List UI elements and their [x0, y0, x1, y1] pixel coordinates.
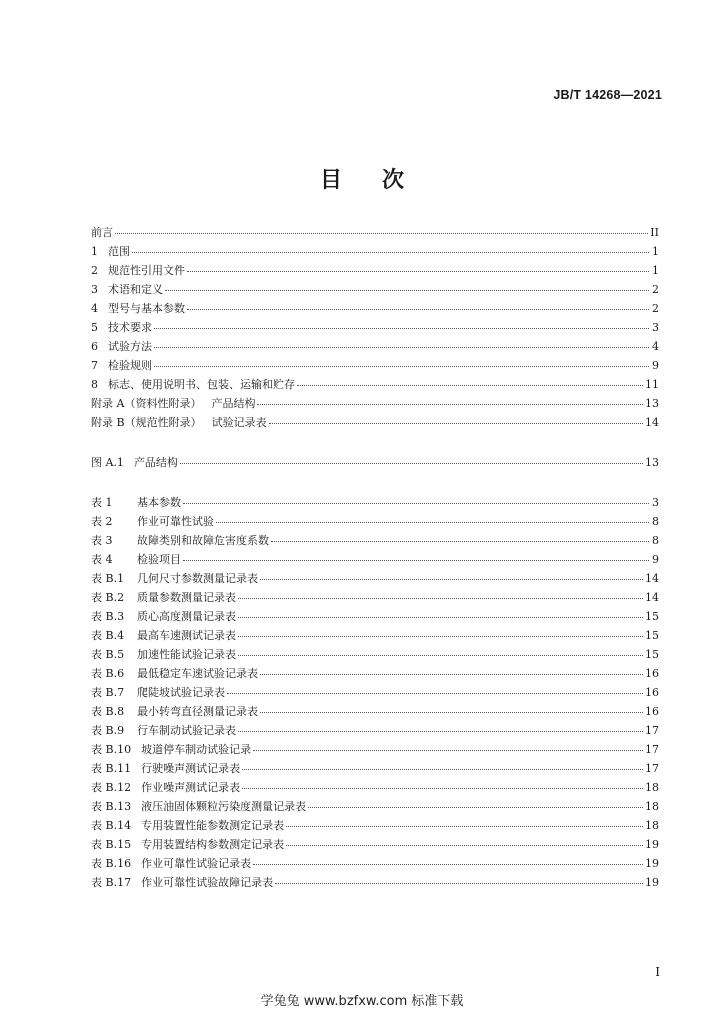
- toc-entry-page: 4: [652, 340, 659, 353]
- dot-leader: [183, 490, 649, 504]
- toc-entry-page: 14: [645, 572, 659, 585]
- toc-entry-title: 检验规则: [108, 359, 152, 372]
- toc-entry-title: 作业可靠性试验: [137, 515, 214, 528]
- toc-entry-number: 6: [91, 340, 98, 353]
- toc-entry-page: 16: [645, 705, 659, 718]
- toc-entry-label-group: [91, 759, 240, 778]
- toc-entry-number: 表 B.2: [91, 591, 125, 604]
- toc-entry-page: 2: [652, 283, 659, 296]
- dot-leader: [216, 509, 649, 523]
- toc-entry-title: 最高车速测试记录表: [137, 629, 236, 642]
- dot-leader: [187, 258, 649, 272]
- dot-leader: [132, 239, 649, 253]
- toc-entry-number: 表 B.16: [91, 857, 132, 870]
- watermark-text: 学兔兔 www.bzfxw.com 标准下载: [260, 994, 464, 1009]
- toc-entry-page: 16: [645, 667, 659, 680]
- toc-entry-label-group: [91, 223, 113, 242]
- title-char-1: 目: [319, 168, 342, 193]
- toc-entry-number: 表 B.12: [91, 781, 132, 794]
- toc-entry-number: 图 A.1: [91, 456, 124, 469]
- toc-entry-title: 行驶噪声测试记录表: [141, 762, 241, 775]
- toc-entry-page: 8: [652, 534, 659, 547]
- toc-entry-title: 标志、使用说明书、包装、运输和贮存: [108, 378, 295, 391]
- toc-entry-number: 表 B.13: [91, 800, 132, 813]
- standard-code: JB/T 14268—2021: [553, 88, 662, 102]
- dot-leader: [297, 372, 643, 386]
- toc-entry-label-group: [91, 512, 214, 531]
- toc-entry-page: 9: [652, 359, 659, 372]
- toc-entry-label-group: [91, 702, 258, 721]
- toc-entry-title: 试验记录表: [211, 416, 267, 429]
- toc-entry-title: 作业可靠性试验故障记录表: [141, 876, 274, 889]
- toc-entry-title: 作业可靠性试验记录表: [141, 857, 252, 870]
- toc-entry-label-group: [91, 493, 181, 512]
- toc-entry-number: 表 2: [91, 515, 113, 528]
- toc-entry-number: 表 B.5: [91, 648, 125, 661]
- toc-entry-label-group: [91, 337, 152, 356]
- toc-entry-title: 故障类别和故障危害度系数: [137, 534, 269, 547]
- toc-entry-label-group: [91, 413, 267, 432]
- toc-entry-label-group: [91, 740, 251, 759]
- toc-entry-title: 质量参数测量记录表: [137, 591, 236, 604]
- page-title: [0, 163, 724, 194]
- toc-entry-label-group: [91, 453, 178, 472]
- toc-entry[interactable]: [91, 452, 659, 471]
- toc-entry-number: 4: [91, 302, 98, 315]
- toc-entry-title: 爬陡坡试验记录表: [137, 686, 225, 699]
- toc-entry-page: 15: [645, 648, 659, 661]
- dot-leader: [238, 623, 643, 637]
- toc-entry-label-group: [91, 607, 236, 626]
- toc-entry-number: 表 B.6: [91, 667, 125, 680]
- toc-entry-label-group: [91, 588, 236, 607]
- toc-entry-page: 15: [645, 629, 659, 642]
- toc-entry-page: 3: [652, 321, 659, 334]
- toc-entry-label-group: [91, 394, 255, 413]
- toc-entry-title: 专用装置结构参数测定记录表: [141, 838, 285, 851]
- toc-entry-number: 表 3: [91, 534, 113, 547]
- dot-leader: [238, 585, 643, 599]
- toc-sections-list: [91, 222, 659, 431]
- toc-entry-title: 最小转弯直径测量记录表: [137, 705, 258, 718]
- toc-entry-number: 表 B.11: [91, 762, 132, 775]
- toc-entry-title: 基本参数: [137, 496, 181, 509]
- toc-entry-title: 行车制动试验记录表: [137, 724, 236, 737]
- toc-entry-page: 18: [645, 781, 659, 794]
- toc-entry-page: 8: [652, 515, 659, 528]
- toc-entry-number: 表 B.17: [91, 876, 132, 889]
- toc-entry-page: II: [650, 226, 659, 239]
- toc-entry-page: 14: [645, 591, 659, 604]
- toc-entry-page: 13: [645, 456, 659, 469]
- toc-tables-list: [91, 492, 659, 891]
- toc-entry-number: 1: [91, 245, 98, 258]
- dot-leader: [269, 410, 643, 424]
- toc-entry-title: 范围: [108, 245, 130, 258]
- dot-leader: [308, 794, 643, 808]
- title-char-2: 次: [382, 168, 405, 193]
- toc-entry-title: 坡道停车制动试验记录: [141, 743, 252, 756]
- dot-leader: [165, 277, 649, 291]
- dot-leader: [275, 870, 643, 884]
- toc-entry-page: 18: [645, 819, 659, 832]
- toc-entry-number: 表 B.10: [91, 743, 132, 756]
- toc-entry-number: 表 1: [91, 496, 113, 509]
- toc-entry-page: 19: [645, 857, 659, 870]
- toc-entry-number: 5: [91, 321, 98, 334]
- toc-entry-label-group: [91, 721, 236, 740]
- toc-entry-page: 19: [645, 838, 659, 851]
- toc-entry-label-group: [91, 683, 225, 702]
- toc-entry-label-group: [91, 645, 236, 664]
- toc-entry-number: 表 B.15: [91, 838, 132, 851]
- toc-entry-title: 前言: [91, 226, 113, 239]
- toc-entry-title: 检验项目: [137, 553, 181, 566]
- toc-entry-page: 13: [645, 397, 659, 410]
- toc-entry-number: 8: [91, 378, 98, 391]
- toc-entry-number: 表 B.7: [91, 686, 125, 699]
- toc-entry[interactable]: [91, 412, 659, 431]
- dot-leader: [187, 296, 649, 310]
- dot-leader: [238, 642, 643, 656]
- toc-entry-page: 19: [645, 876, 659, 889]
- toc-entry-page: 17: [645, 762, 659, 775]
- toc-entry-title: 规范性引用文件: [108, 264, 185, 277]
- dot-leader: [253, 737, 643, 751]
- dot-leader: [238, 604, 643, 618]
- toc-entry-page: 17: [645, 724, 659, 737]
- toc-entry-number: 表 B.14: [91, 819, 132, 832]
- toc-entry-page: 1: [652, 264, 659, 277]
- dot-leader: [115, 220, 648, 234]
- toc-entry-page: 9: [652, 553, 659, 566]
- toc-entry-title: 专用装置性能参数测定记录表: [141, 819, 285, 832]
- toc-entry-title: 产品结构: [133, 456, 178, 469]
- toc-entry-page: 3: [652, 496, 659, 509]
- toc-entry-page: 16: [645, 686, 659, 699]
- dot-leader: [180, 450, 643, 464]
- dot-leader: [154, 315, 649, 329]
- toc-entry-title: 技术要求: [108, 321, 152, 334]
- toc-entry-label-group: [91, 778, 240, 797]
- dot-leader: [242, 756, 643, 770]
- toc-entry-title: 作业噪声测试记录表: [141, 781, 241, 794]
- dot-leader: [227, 680, 643, 694]
- dot-leader: [257, 391, 643, 405]
- toc-entry-number: 表 B.1: [91, 572, 125, 585]
- toc-entry-title: 质心高度测量记录表: [137, 610, 236, 623]
- toc-entry-title: 几何尺寸参数测量记录表: [137, 572, 258, 585]
- toc-entry-number: 表 4: [91, 553, 113, 566]
- toc-entry-label-group: [91, 569, 258, 588]
- toc-entry-label-group: [91, 242, 130, 261]
- dot-leader: [183, 547, 649, 561]
- dot-leader: [260, 566, 643, 580]
- toc-entry-label-group: [91, 356, 152, 375]
- toc-entry-page: 1: [652, 245, 659, 258]
- toc-entry-number: 表 B.9: [91, 724, 125, 737]
- dot-leader: [253, 851, 643, 865]
- toc-entry-title: 最低稳定车速试验记录表: [137, 667, 258, 680]
- toc-entry-number: 附录 A（资料性附录）: [91, 397, 202, 410]
- toc-entry-page: 2: [652, 302, 659, 315]
- toc-entry-number: 7: [91, 359, 98, 372]
- toc-entry-label-group: [91, 797, 306, 816]
- toc-entry-number: 3: [91, 283, 98, 296]
- dot-leader: [260, 661, 643, 675]
- toc-entry[interactable]: [91, 872, 659, 891]
- toc-entry-page: 18: [645, 800, 659, 813]
- toc-entry-title: 产品结构: [211, 397, 256, 410]
- toc-entry-label-group: [91, 626, 236, 645]
- toc-entry-label-group: [91, 280, 163, 299]
- toc-entry-page: 14: [645, 416, 659, 429]
- dot-leader: [260, 699, 643, 713]
- toc-entry-page: 17: [645, 743, 659, 756]
- toc-entry-title: 型号与基本参数: [108, 302, 185, 315]
- dot-leader: [242, 775, 643, 789]
- toc-entry-number: 表 B.3: [91, 610, 125, 623]
- dot-leader: [286, 832, 643, 846]
- toc-entry-page: 11: [645, 378, 659, 391]
- toc-entry-number: 表 B.8: [91, 705, 125, 718]
- dot-leader: [154, 334, 649, 348]
- toc-entry-page: 15: [645, 610, 659, 623]
- toc-entry-title: 术语和定义: [108, 283, 163, 296]
- dot-leader: [154, 353, 649, 367]
- toc-entry-title: 加速性能试验记录表: [137, 648, 236, 661]
- toc-entry-label-group: [91, 550, 181, 569]
- toc-entry-label-group: [91, 318, 152, 337]
- toc-entry-label-group: [91, 873, 273, 892]
- toc-entry-number: 2: [91, 264, 98, 277]
- toc-entry-label-group: [91, 816, 284, 835]
- dot-leader: [271, 528, 649, 542]
- toc-entry-title: 试验方法: [108, 340, 152, 353]
- toc-entry-number: 附录 B（规范性附录）: [91, 416, 202, 429]
- toc-entry-label-group: [91, 854, 251, 873]
- page-number: I: [655, 965, 660, 979]
- toc-entry-number: 表 B.4: [91, 629, 125, 642]
- toc-figures-list: [91, 452, 659, 471]
- dot-leader: [286, 813, 643, 827]
- toc-entry-title: 液压油固体颗粒污染度测量记录表: [141, 800, 307, 813]
- dot-leader: [238, 718, 643, 732]
